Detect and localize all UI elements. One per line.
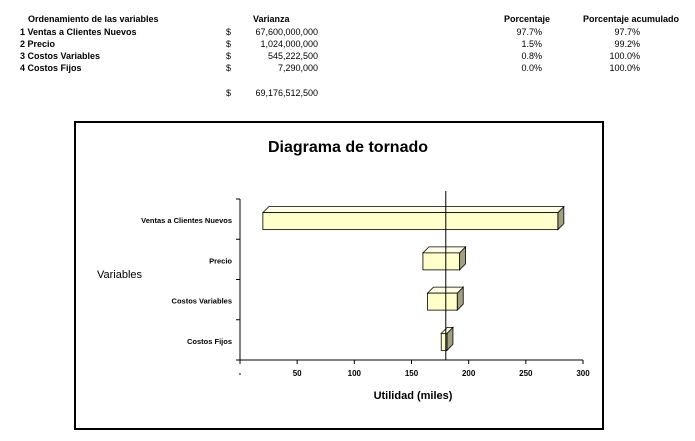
tornado-chart-svg xyxy=(76,123,602,428)
tornado-chart xyxy=(74,121,604,430)
x-tick-label: - xyxy=(238,369,242,378)
row-label: 3 Costos Variables xyxy=(20,51,101,61)
header-acumulado: Porcentaje acumulado xyxy=(583,14,680,24)
currency-sign: $ xyxy=(226,39,232,49)
currency-sign: $ xyxy=(226,27,232,37)
row-varianza: 7,290,000 xyxy=(277,63,318,73)
row-acumulado: 100.0% xyxy=(609,63,640,73)
x-tick-label: 300 xyxy=(576,369,590,378)
row-acumulado: 100.0% xyxy=(609,51,640,61)
y-axis-title: Variables xyxy=(97,269,143,281)
row-label: 1 Ventas a Clientes Nuevos xyxy=(20,27,137,37)
currency-sign: $ xyxy=(226,88,232,98)
bar-top xyxy=(263,207,564,213)
bar-top xyxy=(423,247,466,253)
category-label: Costos Fijos xyxy=(186,336,232,346)
row-varianza: 67,600,000,000 xyxy=(255,27,318,37)
x-tick-label: 100 xyxy=(347,369,362,378)
row-label: 4 Costos Fijos xyxy=(20,63,82,73)
row-porcentaje: 1.5% xyxy=(521,39,542,49)
header-variables: Ordenamiento de las variables xyxy=(28,14,159,24)
header-porcentaje: Porcentaje xyxy=(504,14,551,24)
tornado-bar xyxy=(423,253,460,270)
row-acumulado: 99.2% xyxy=(614,39,640,49)
total-varianza: 69,176,512,500 xyxy=(255,88,318,98)
row-porcentaje: 97.7% xyxy=(516,27,542,37)
row-label: 2 Precio xyxy=(20,39,56,49)
x-tick-label: 50 xyxy=(292,369,302,378)
row-varianza: 545,222,500 xyxy=(267,51,318,61)
chart-title: Diagrama de tornado xyxy=(267,139,429,156)
category-label: Ventas a Clientes Nuevos xyxy=(141,216,232,226)
plot-area xyxy=(141,191,590,378)
row-acumulado: 97.7% xyxy=(614,27,640,37)
x-axis-title: Utilidad (miles) xyxy=(373,390,453,402)
category-label: Precio xyxy=(209,256,232,266)
tornado-bar xyxy=(428,293,458,310)
x-tick-label: 150 xyxy=(404,369,419,378)
tornado-bar xyxy=(263,213,558,230)
row-varianza: 1,024,000,000 xyxy=(260,39,318,49)
row-porcentaje: 0.8% xyxy=(521,51,542,61)
currency-sign: $ xyxy=(226,51,232,61)
currency-sign: $ xyxy=(226,63,232,73)
x-tick-label: 200 xyxy=(461,369,476,378)
category-label: Costos Variables xyxy=(171,296,232,306)
x-tick-label: 250 xyxy=(519,369,533,378)
header-varianza: Varianza xyxy=(253,14,290,24)
row-porcentaje: 0.0% xyxy=(521,63,542,73)
